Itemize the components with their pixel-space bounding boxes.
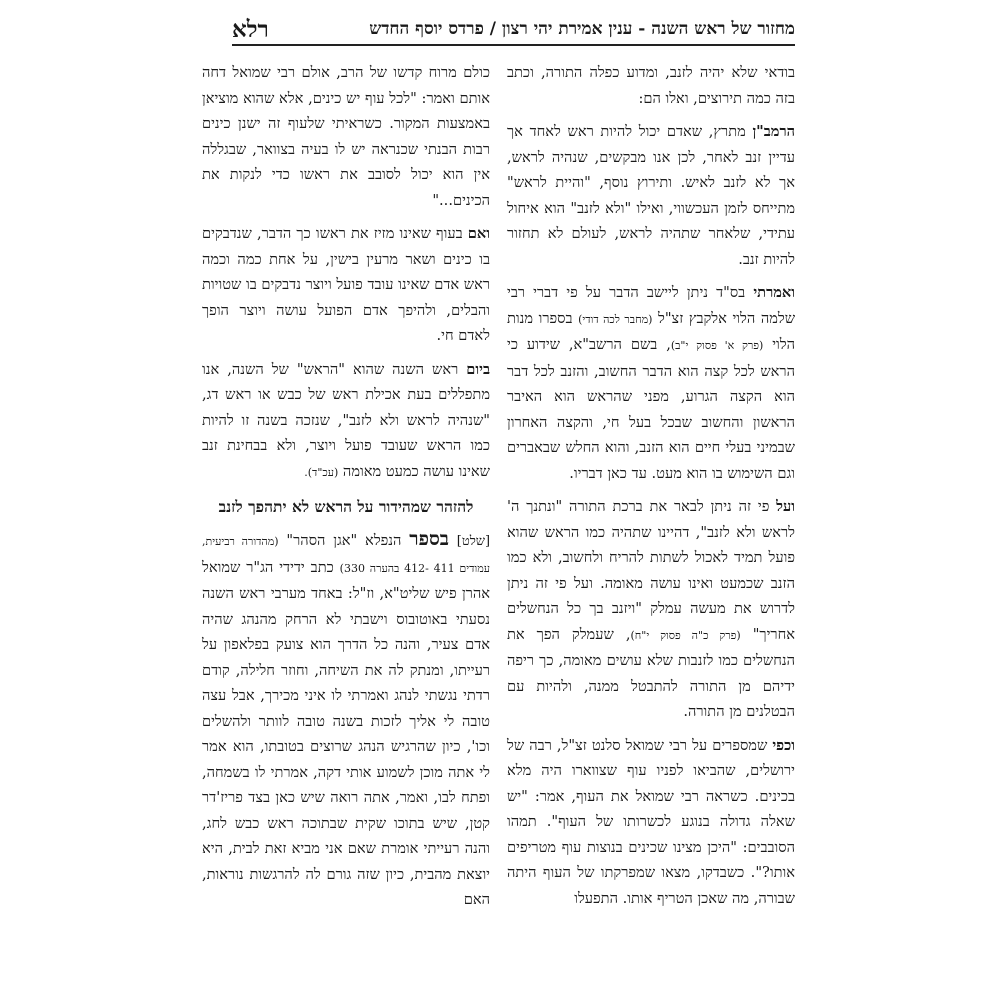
- lead-word: ביום: [466, 360, 490, 378]
- paragraph: בודאי שלא יהיה לזנב, ומדוע כפלה התורה, וכתב בזה כמה תירוצים, ואלו הם:: [507, 64, 795, 107]
- box-label: [שלט]: [456, 534, 491, 549]
- paragraph: ואמרתי בס"ד ניתן ליישב הדבר על פי דברי רבי שלמה הלוי אלקבץ זצ"ל (מחבר לכה דודי) בספרו מנות הלוי (פרק א' פסוק י"ב), בשם הרשב"א, שידוע כי הראש לכל קצה הוא הדבר החשוב, והזנב לכל דבר הוא הקצה הגרוע, מפני שהראש הוא האיבר הראשון והחשוב שבכל בעל חי, והקצה האחרון שבמיני בעלי חיים הוא הזנב, והוא החלש שבאברים וגם השימוש בו הוא מעט. עד כאן דבריו.: [507, 284, 796, 482]
- paragraph: [שלט] בספר הנפלא "אגן הסהר" (מהדורה רביעית, עמודים 411 -412 בהערה 330) כתב ידידי הג"ר שמואל אהרן פיש שליט"א, וז"ל: באחד מערבי ראש השנה נסעתי באוטובוס וישבתי לא הרחק מהנהג שהיה אדם צעיר, והנה כל הדרך הוא צועק בפלאפון על רעייתו, ומנתק לה את השיחה, וחוזר חלילה, קודם רדתי נגשתי לנהג ואמרתי לו איני מכירך, אבל עצה טובה לי אליך לזכות בשנה טובה לוותר ולהשלים וכו', כיון שהרגיש הנהג שרוצים בטובתו, הוא אמר לי אתה מוכן לשמוע אותי דקה, אמרתי לו בשמחה, ופתח לבו, ואמר, אתה רואה שיש כאן בצד פריז'דר קטן, שיש בתוכו שקית שבתוכה ראש כבש לחג, והנה רעייתי אומרת שאם אני מביא זאת לבית, היא יוצאת מהבית, כיון שזה גורם לה להרגשות נוראות, האם: [202, 528, 491, 908]
- paragraph: ביום ראש השנה שהוא "הראש" של השנה, אנו מתפללים בעת אכילת ראש של כבש או ראש דג, "שנהיה לראש ולא לזנב", שנזכה בשנה זו להיות כמו הראש שעובד פועל ויוצר, ולא בבחינת זנב שאינו עושה כמעט מאומה (עכ"ד).: [202, 360, 490, 480]
- source-ref: (מהדורה רביעית, עמודים 411 -412 בהערה 330): [202, 535, 490, 575]
- source-ref: (מחבר לכה דודי): [578, 312, 653, 326]
- lead-word: וכפי: [772, 736, 795, 754]
- lead-word: הרמב"ן: [752, 123, 796, 140]
- source-ref: (פרק כ"ה פסוק י"ח): [630, 628, 741, 642]
- paragraph: ואם בעוף שאינו מזיז את ראשו כך הדבר, שנדבקים בו כינים ושאר מרעין בישין, על אחת כמה וכמה ראש אדם שאינו עובד פועל ויוצר נדבקים בו שטויות והבלים, ולהיפך אדם הפועל עושה ויוצר הופך לאדם חי.: [202, 225, 490, 344]
- paragraph: הרמב"ן מתרץ, שאדם יכול להיות ראש לאחד אך עדיין זנב לאחר, לכן אנו מבקשים, שנהיה לראש, אך לא לזנב לאיש. ותירוץ נוסף, "והיית לראש" מתייחס לזמן העכשווי, ואילו "ולא לזנב" הוא איחול עתידי, שלאחר שתהיה לראש, לעולם לא תחזור להיות זנב.: [507, 123, 796, 268]
- right-column: [507, 60, 795, 919]
- page-number: רלא: [232, 15, 269, 43]
- lead-word: ואם: [467, 225, 490, 242]
- paragraph: וכפי שמספרים על רבי שמואל סלנט זצ"ל, רבה של ירושלים, שהביאו לפניו עוף שצווארו היה מלא בכינים. כשראה רבי שמואל את העוף, אמר: "יש שאלה גדולה בנוגע לכשרותו של העוף". תמהו הסובבים: "היכן מצינו שכינים בנוצות עוף מטריפים אותו?". כשבדקו, מצאו שמפרקתו של העוף היתה שבורה, מה שאכן הטריף אותו. התפעלו: [507, 736, 795, 907]
- lead-word: ועל: [776, 498, 795, 515]
- paragraph: ועל פי זה ניתן לבאר את ברכת התורה "ונתנך ה' לראש ולא לזנב", דהיינו שתהיה כמו הראש שהוא פועל תמיד לאכול לשתות להריח ולחשוב, ולא כמו הזנב שכמעט ואינו עושה מאומה. ועל פי זה ניתן לדרוש את מעשה עמלק "ויזנב בך כל הנחשלים אחריך" (פרק כ"ה פסוק י"ח), שעמלק הפך את הנחשלים כמו לזנבות שלא עושים מאומה, כך ריפה ידיהם מן התורה להתבטל ממנה, ולהיות עם הבטלנים מן התורה.: [507, 498, 795, 720]
- lead-word: ואמרתי: [753, 284, 795, 301]
- running-title: מחזור של ראש השנה - ענין אמירת יהי רצון / פרדס יוסף החדש: [369, 19, 795, 39]
- source-ref: (עכ"ד).: [304, 465, 339, 479]
- lead-word: בספר: [409, 528, 449, 550]
- source-ref: (פרק א' פסוק י"ב): [670, 339, 764, 352]
- running-header: [232, 14, 795, 46]
- paragraph: כולם מרוח קדשו של הרב, אולם רבי שמואל דחה אותם ואמר: "לכל עוף יש כינים, אלא שהוא מוציאן באמצעות המקור. כשראיתי שלעוף זה ישנן כינים רבות הבנתי שכנראה יש לו בעיה בצוואר, שבגללה אין הוא יכול לסובב את ראשו כדי לנקות את הכינים...": [202, 64, 490, 209]
- left-column: [202, 60, 490, 921]
- section-heading: להזהר שמהידור על הראש לא יתהפך לזנב: [218, 497, 474, 516]
